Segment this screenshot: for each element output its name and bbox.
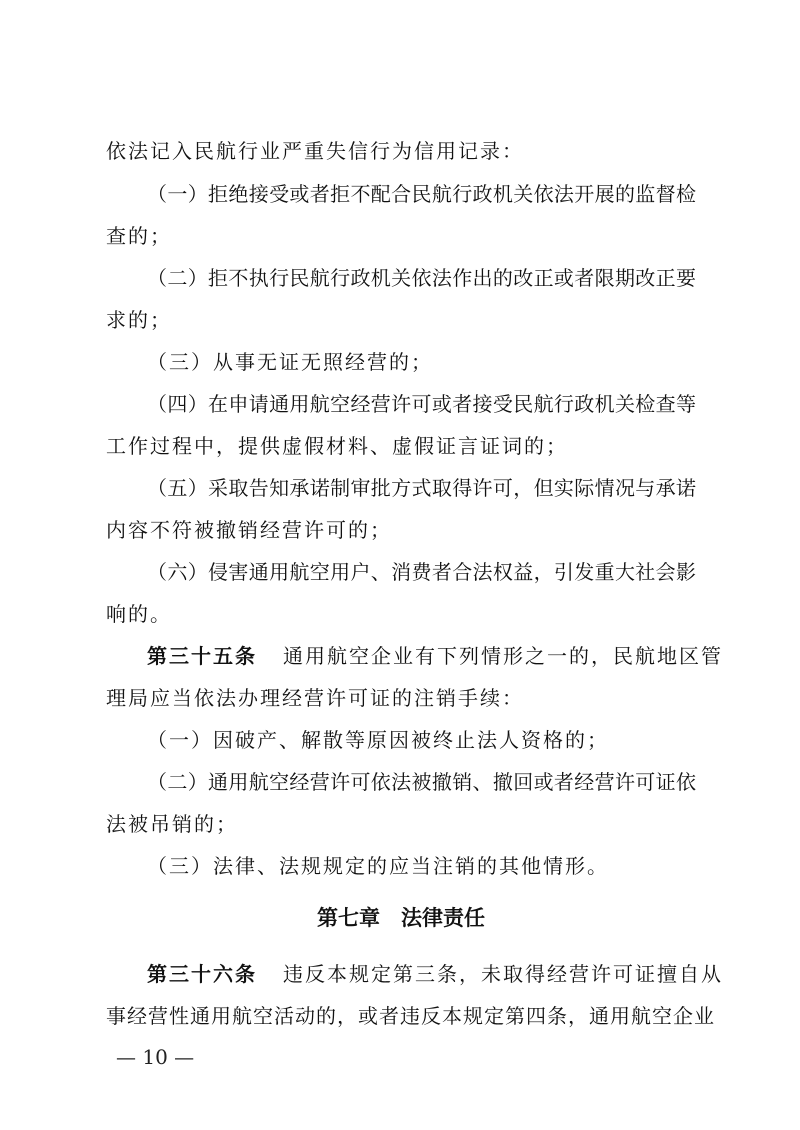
text-line: 求的； — [106, 308, 172, 332]
text-line: （三）法律、法规规定的应当注销的其他情形。 — [147, 854, 609, 878]
text-line: 查的； — [106, 224, 172, 248]
text-line: （四）在申请通用航空经营许可或者接受民航行政机关检查等 — [147, 392, 696, 416]
page-number: — 10 — — [116, 1045, 195, 1069]
text-line: 理局应当依法办理经营许可证的注销手续： — [106, 686, 524, 710]
text-line: （六）侵害通用航空用户、消费者合法权益，引发重大社会影 — [147, 560, 696, 584]
article-35-line — [147, 642, 723, 670]
text-line: （二）通用航空经营许可依法被撤销、撤回或者经营许可证依 — [147, 770, 696, 794]
chapter-title: 第七章 法律责任 — [317, 906, 485, 930]
article-heading: 第三十五条 — [147, 644, 257, 668]
text-line: （二）拒不执行民航行政机关依法作出的改正或者限期改正要 — [147, 266, 696, 290]
text-line: 内容不符被撤销经营许可的； — [106, 518, 392, 542]
text-line: 依法记入民航行业严重失信行为信用记录： — [106, 139, 524, 163]
text-span: 通用航空企业有下列情形之一的，民航地区管 — [283, 644, 723, 668]
article-36-line — [147, 960, 723, 988]
text-line: （一）因破产、解散等原因被终止法人资格的； — [147, 728, 609, 752]
text-line: 响的。 — [106, 602, 172, 626]
text-line: （一）拒绝接受或者拒不配合民航行政机关依法开展的监督检 — [147, 182, 696, 206]
text-span: 违反本规定第三条，未取得经营许可证擅自从 — [283, 962, 723, 986]
article-heading: 第三十六条 — [147, 962, 257, 986]
text-line: 工作过程中，提供虚假材料、虚假证言证词的； — [106, 434, 568, 458]
text-line: （五）采取告知承诺制审批方式取得许可，但实际情况与承诺 — [147, 476, 696, 500]
text-line: （三）从事无证无照经营的； — [147, 350, 433, 374]
text-line: 事经营性通用航空活动的，或者违反本规定第四条，通用航空企业 — [106, 1004, 715, 1028]
text-line: 法被吊销的； — [106, 812, 238, 836]
